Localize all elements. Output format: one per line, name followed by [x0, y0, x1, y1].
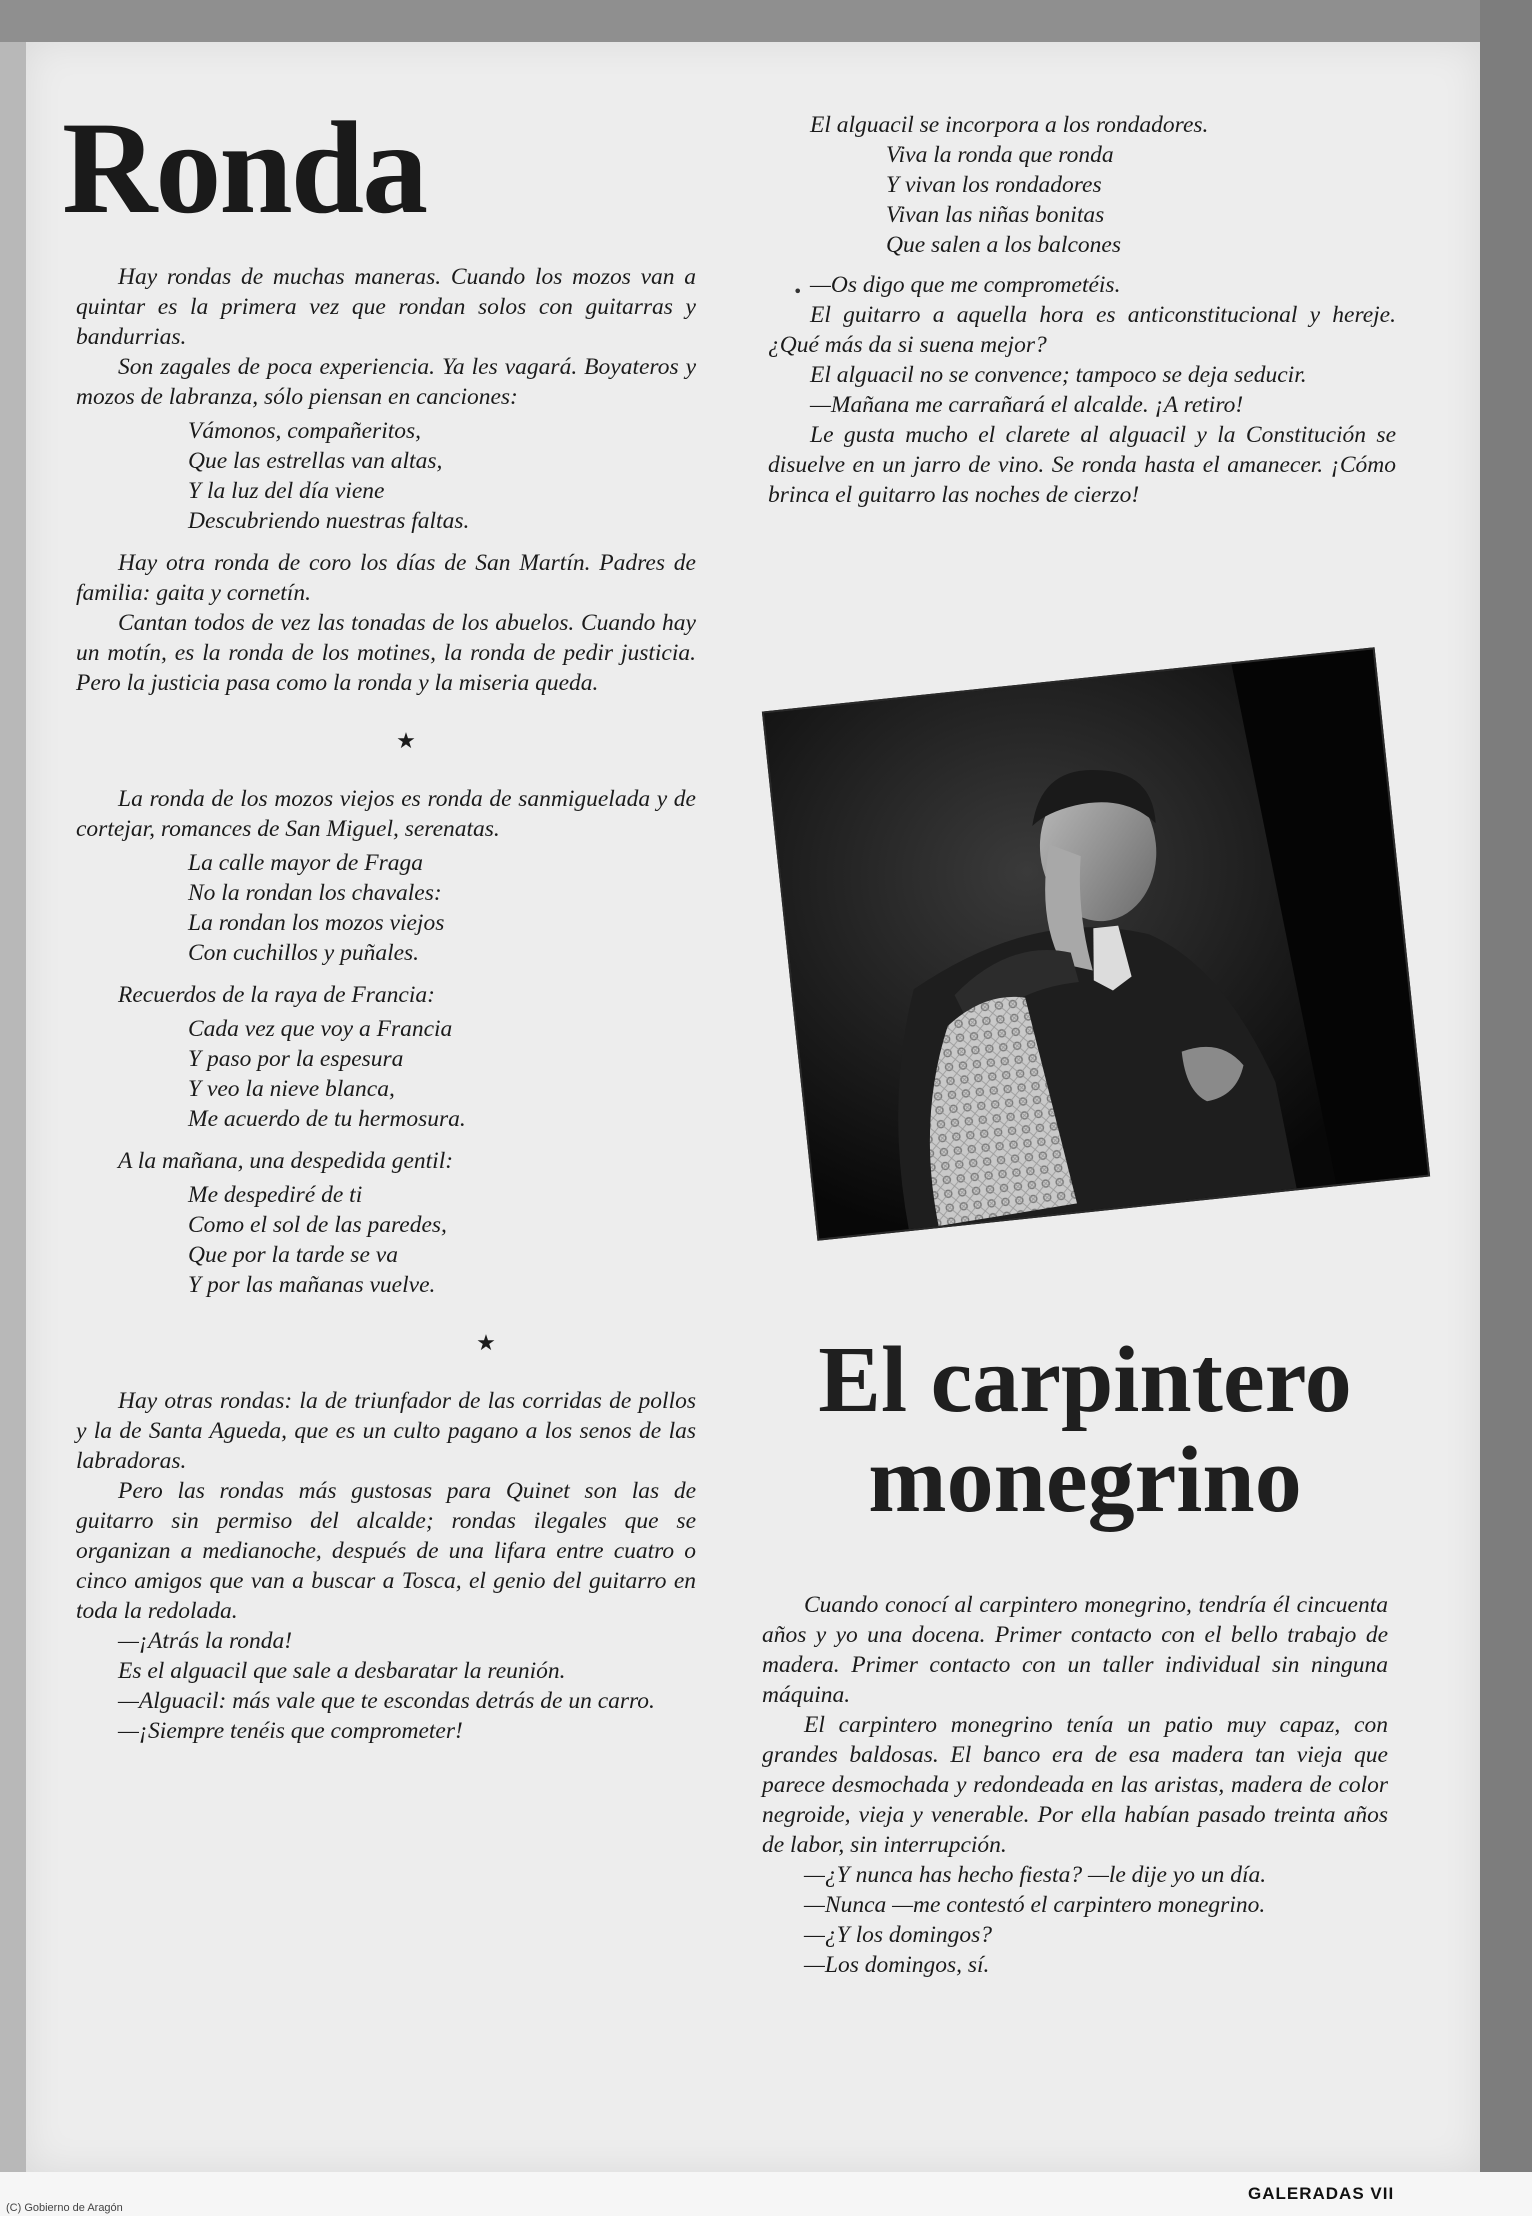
photo-drawing — [764, 649, 1428, 1238]
paragraph: El alguacil no se convence; tampoco se deja seducir. — [810, 362, 1307, 388]
verse-block — [188, 848, 696, 968]
verse-line: Me despediré de ti — [188, 1182, 363, 1208]
verse-line: Y paso por la espesura — [188, 1046, 404, 1072]
paragraph: El alguacil se incorpora a los rondadores. — [810, 112, 1209, 138]
paragraph: El carpintero monegrino tenía un patio muy capaz, con grandes baldosas. El banco era de esa madera tan vieja que parece desmochada y redondeada en las aristas, madera de color negroide, vieja y venerable. Por ella habían pasado treinta años de labor, sin interrupción. — [762, 1712, 1388, 1858]
dialogue-line: —Los domingos, sí. — [804, 1952, 990, 1978]
paragraph: A la mañana, una despedida gentil: — [118, 1148, 454, 1174]
bullet-dot-icon: • — [793, 282, 803, 301]
scan-top-band — [0, 0, 1532, 42]
verse-line: Que las estrellas van altas, — [188, 448, 443, 474]
title-line: El carpintero — [818, 1328, 1352, 1432]
star-separator-icon: ★ — [396, 728, 416, 753]
paragraph: El guitarro a aquella hora es anticonstitucional y hereje. ¿Qué más da si suena mejor? — [768, 302, 1396, 358]
verse-line: La calle mayor de Fraga — [188, 850, 423, 876]
paragraph: Hay otra ronda de coro los días de San Martín. Padres de familia: gaita y cornetín. — [76, 550, 696, 606]
dialogue-line: —Mañana me carrañará el alcalde. ¡A retiro! — [810, 392, 1244, 418]
verse-line: Y veo la nieve blanca, — [188, 1076, 395, 1102]
verse-line: Cada vez que voy a Francia — [188, 1016, 453, 1042]
dialogue-line: —Os digo que me comprometéis. — [810, 272, 1121, 298]
star-separator-icon: ★ — [476, 1330, 496, 1355]
dialogue-line: —Alguacil: más vale que te escondas detrás de un carro. — [118, 1688, 655, 1714]
title-line: monegrino — [868, 1428, 1302, 1532]
verse-line: No la rondan los chavales: — [188, 880, 442, 906]
paragraph: Le gusta mucho el clarete al alguacil y la Constitución se disuelve en un jarro de vino. Se ronda hasta el amanecer. ¡Cómo brinca el guitarro las noches de cierzo! — [768, 422, 1396, 508]
paragraph: Cuando conocí al carpintero monegrino, tendría él cincuenta años y yo una docena. Primer contacto con el bello trabajo de madera. Primer contacto con un taller individual sin ninguna máquina. — [762, 1592, 1388, 1708]
verse-line: La rondan los mozos viejos — [188, 910, 445, 936]
paragraph: La ronda de los mozos viejos es ronda de sanmiguelada y de cortejar, romances de San Miguel, serenatas. — [76, 786, 696, 842]
paragraph: Cantan todos de vez las tonadas de los abuelos. Cuando hay un motín, es la ronda de los motines, la ronda de pedir justicia. Pero la justicia pasa como la ronda y la miseria queda. — [76, 610, 696, 696]
paragraph: Son zagales de poca experiencia. Ya les vagará. Boyateros y mozos de labranza, sólo piensan en canciones: — [76, 354, 696, 410]
verse-line: Me acuerdo de tu hermosura. — [188, 1106, 466, 1132]
verse-line: Y por las mañanas vuelve. — [188, 1272, 436, 1298]
verse-line: Vivan las niñas bonitas — [886, 202, 1105, 228]
dialogue-line: —¡Siempre tenéis que comprometer! — [118, 1718, 463, 1744]
dialogue-line: —¡Atrás la ronda! — [118, 1628, 293, 1654]
verse-line: Y la luz del día viene — [188, 478, 385, 504]
dialogue-line: —¿Y nunca has hecho fiesta? —le dije yo un día. — [804, 1862, 1267, 1888]
verse-line: Que salen a los balcones — [886, 232, 1121, 258]
article-title-ronda: Ronda — [62, 94, 427, 241]
left-column — [76, 262, 696, 1746]
scan-right-band — [1480, 0, 1532, 2216]
verse-block — [188, 1180, 696, 1300]
article-title-carpintero — [760, 1330, 1410, 1530]
paragraph: Es el alguacil que sale a desbaratar la reunión. — [118, 1658, 566, 1684]
verse-line: Que por la tarde se va — [188, 1242, 398, 1268]
paragraph: Recuerdos de la raya de Francia: — [118, 982, 435, 1008]
paragraph: Pero las rondas más gustosas para Quinet son las de guitarro sin permiso del alcalde; rondas ilegales que se organizan a medianoche, después de una lifara entre cuatro o cinco amigos que van a buscar a Tosca, el genio del guitarro en toda la redolada. — [76, 1478, 696, 1624]
verse-block — [188, 1014, 696, 1134]
dialogue-line: —¿Y los domingos? — [804, 1922, 993, 1948]
right-column — [768, 110, 1396, 510]
copyright-credit: (C) Gobierno de Aragón — [6, 2202, 123, 2214]
carpenter-photo — [762, 647, 1430, 1240]
verse-line: Y vivan los rondadores — [886, 172, 1102, 198]
verse-line: Viva la ronda que ronda — [886, 142, 1114, 168]
verse-line: Vámonos, compañeritos, — [188, 418, 422, 444]
verse-line: Con cuchillos y puñales. — [188, 940, 420, 966]
carpintero-column — [762, 1590, 1388, 1980]
paragraph: Hay otras rondas: la de triunfador de las corridas de pollos y la de Santa Agueda, que es un culto pagano a los senos de las labradoras. — [76, 1388, 696, 1474]
verse-block — [886, 140, 1396, 260]
verse-line: Como el sol de las paredes, — [188, 1212, 447, 1238]
verse-line: Descubriendo nuestras faltas. — [188, 508, 470, 534]
verse-block — [188, 416, 696, 536]
dialogue-line: —Nunca —me contestó el carpintero monegrino. — [804, 1892, 1266, 1918]
page-footer-label: GALERADAS VII — [1248, 2184, 1395, 2203]
paragraph: Hay rondas de muchas maneras. Cuando los mozos van a quintar es la primera vez que rondan solos con guitarras y bandurrias. — [76, 264, 696, 350]
